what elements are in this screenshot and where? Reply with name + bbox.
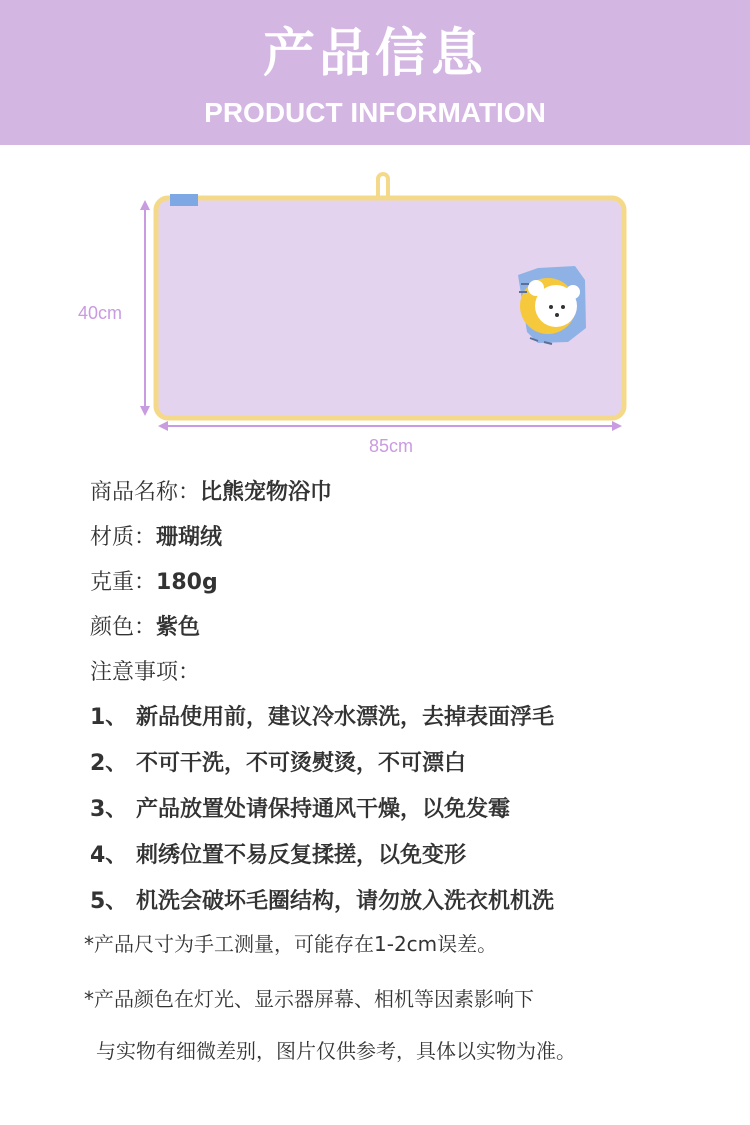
spec-row-name [90, 470, 730, 515]
height-dimension-line [140, 200, 150, 416]
list-item [90, 833, 740, 879]
list-item [90, 787, 740, 833]
spec-key: 克重： [90, 570, 157, 595]
care-notes-list [90, 695, 740, 925]
height-label: 40cm [78, 303, 123, 323]
spec-value: 紫色 [156, 615, 201, 640]
header-banner [0, 0, 750, 145]
spec-key: 商品名称： [90, 480, 201, 505]
spec-list [90, 470, 730, 695]
note-number: 2、 [90, 751, 128, 776]
note-number: 1、 [90, 705, 128, 730]
width-label: 85cm [369, 436, 414, 456]
list-item [90, 879, 740, 925]
spec-key: 颜色： [90, 615, 157, 640]
list-item [90, 695, 740, 741]
footnote-color-cont: 与实物有细微差别，图片仅供参考，具体以实物为准。 [96, 1039, 576, 1063]
note-number: 4、 [90, 843, 128, 868]
page-subtitle: PRODUCT INFORMATION [204, 97, 546, 128]
note-number: 5、 [90, 889, 128, 914]
notes-heading: 注意事项： [90, 660, 201, 685]
footnote-size: *产品尺寸为手工测量，可能存在1-2cm误差。 [84, 932, 498, 956]
width-dimension-line [158, 421, 622, 431]
spec-row-weight [90, 560, 730, 605]
spec-value: 比熊宠物浴巾 [200, 480, 333, 505]
spec-value: 180g [156, 570, 218, 595]
note-text: 不可干洗，不可烫熨烫，不可漂白 [136, 751, 467, 776]
towel-tag [170, 194, 198, 206]
page-title: 产品信息 [262, 24, 487, 84]
spec-row-color [90, 605, 730, 650]
note-number: 3、 [90, 797, 128, 822]
list-item [90, 741, 740, 787]
notes-title [90, 650, 730, 695]
note-text: 机洗会破坏毛圈结构，请勿放入洗衣机机洗 [136, 889, 555, 914]
note-text: 新品使用前，建议冷水漂洗，去掉表面浮毛 [136, 705, 555, 730]
bichon-embroidery-icon [518, 266, 586, 344]
note-text: 刺绣位置不易反复揉搓，以免变形 [136, 843, 467, 868]
footnote-color: *产品颜色在灯光、显示器屏幕、相机等因素影响下 [84, 987, 534, 1011]
note-text: 产品放置处请保持通风干燥，以免发霉 [136, 797, 511, 822]
spec-row-material [90, 515, 730, 560]
spec-key: 材质： [90, 525, 157, 550]
spec-value: 珊瑚绒 [156, 525, 223, 550]
